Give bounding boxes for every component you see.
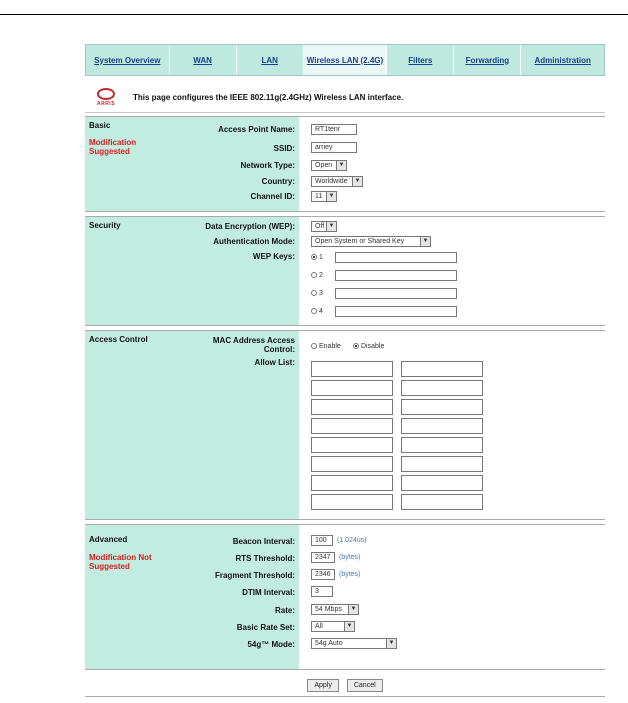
chevron-down-icon: ▼ bbox=[420, 237, 430, 246]
radio-checked-icon bbox=[353, 343, 359, 349]
auth-mode-value: Open System or Shared Key bbox=[315, 238, 405, 245]
radio-checked-icon bbox=[311, 254, 317, 260]
basic-fields bbox=[299, 117, 605, 211]
allow-list-input-10[interactable] bbox=[401, 437, 483, 453]
wep-key-3-radio[interactable] bbox=[311, 290, 323, 297]
rate-select[interactable] bbox=[311, 604, 359, 615]
channel-label: Channel ID: bbox=[250, 192, 295, 201]
wep-key-3-input[interactable] bbox=[335, 288, 457, 299]
router-config-frame bbox=[85, 44, 605, 694]
chevron-down-icon: ▼ bbox=[336, 161, 346, 170]
network-type-label: Network Type: bbox=[240, 161, 295, 170]
allow-list-input-14[interactable] bbox=[401, 475, 483, 491]
allow-list-label: Allow List: bbox=[254, 358, 295, 367]
wep-key-1-input[interactable] bbox=[335, 252, 457, 263]
access-control-title: Access Control bbox=[89, 335, 148, 344]
security-labels bbox=[85, 217, 299, 325]
wep-key-4-input[interactable] bbox=[335, 306, 457, 317]
tab-wireless-lan[interactable]: Wireless LAN (2.4G) bbox=[304, 45, 388, 75]
dtim-interval-input[interactable]: 3 bbox=[311, 586, 333, 597]
mode-label: 54g™ Mode: bbox=[247, 640, 295, 649]
wep-keys-label: WEP Keys: bbox=[252, 252, 295, 261]
tab-filters[interactable]: Filters bbox=[387, 45, 454, 75]
channel-value: 11 bbox=[315, 193, 323, 200]
radio-icon bbox=[311, 272, 317, 278]
basic-title: Basic bbox=[89, 121, 111, 130]
radio-icon bbox=[311, 343, 317, 349]
access-control-fields bbox=[299, 331, 605, 519]
tab-lan[interactable]: LAN bbox=[237, 45, 304, 75]
security-fields bbox=[299, 217, 605, 325]
advanced-fields bbox=[299, 525, 605, 669]
wep-key-2-label: 2 bbox=[319, 272, 323, 279]
fragment-threshold-label: Fragment Threshold: bbox=[214, 571, 295, 580]
apply-button[interactable]: Apply bbox=[307, 679, 339, 692]
wep-key-2-radio[interactable] bbox=[311, 272, 323, 279]
allow-list-input-12[interactable] bbox=[401, 456, 483, 472]
disable-label: Disable bbox=[361, 343, 385, 350]
allow-list-input-1[interactable] bbox=[311, 361, 393, 377]
access-control-labels bbox=[85, 331, 299, 519]
tab-administration[interactable]: Administration bbox=[534, 55, 591, 65]
country-select[interactable] bbox=[311, 176, 363, 187]
fragment-threshold-input[interactable]: 2346 bbox=[311, 569, 335, 580]
radio-icon bbox=[311, 290, 317, 296]
basic-note: Modification Suggested bbox=[89, 138, 137, 156]
chevron-down-icon: ▼ bbox=[326, 222, 336, 231]
allow-list-input-8[interactable] bbox=[401, 418, 483, 434]
chevron-down-icon: ▼ bbox=[348, 605, 358, 614]
radio-icon bbox=[311, 308, 317, 314]
rts-threshold-unit: (bytes) bbox=[339, 554, 361, 561]
allow-list-input-4[interactable] bbox=[401, 380, 483, 396]
advanced-title: Advanced bbox=[89, 535, 128, 544]
allow-list-input-3[interactable] bbox=[311, 380, 393, 396]
country-value: Worldwide bbox=[315, 178, 348, 185]
rts-threshold-label: RTS Threshold: bbox=[235, 554, 295, 563]
chevron-down-icon: ▼ bbox=[326, 192, 336, 201]
dtim-interval-label: DTIM Interval: bbox=[242, 588, 295, 597]
allow-list-input-13[interactable] bbox=[311, 475, 393, 491]
cancel-button[interactable]: Cancel bbox=[347, 679, 383, 692]
brand-logo bbox=[85, 88, 127, 107]
mac-disable-radio[interactable] bbox=[353, 343, 384, 350]
basic-rate-set-label: Basic Rate Set: bbox=[236, 623, 295, 632]
beacon-interval-unit: (1.024us) bbox=[337, 537, 367, 544]
rate-value: 54 Mbps bbox=[315, 606, 342, 613]
mode-value: 54g Auto bbox=[315, 640, 343, 647]
advanced-labels bbox=[85, 525, 299, 669]
auth-mode-label: Authentication Mode: bbox=[213, 237, 295, 246]
enable-label: Enable bbox=[319, 343, 341, 350]
wep-key-4-label: 4 bbox=[319, 308, 323, 315]
wep-key-3-label: 3 bbox=[319, 290, 323, 297]
chevron-down-icon: ▼ bbox=[344, 622, 354, 631]
ssid-label: SSID: bbox=[273, 144, 295, 153]
rts-threshold-input[interactable]: 2347 bbox=[311, 552, 335, 563]
mac-enable-radio[interactable] bbox=[311, 343, 341, 350]
wep-key-2-input[interactable] bbox=[335, 270, 457, 281]
allow-list-input-5[interactable] bbox=[311, 399, 393, 415]
allow-list-input-6[interactable] bbox=[401, 399, 483, 415]
basic-rate-set-value: All bbox=[315, 623, 323, 630]
ssid-input[interactable]: arriey bbox=[311, 142, 357, 153]
ap-name-label: Access Point Name: bbox=[218, 125, 295, 134]
beacon-interval-input[interactable]: 100 bbox=[311, 535, 333, 546]
wep-value: Off bbox=[315, 223, 325, 230]
form-buttons bbox=[85, 674, 605, 697]
security-title: Security bbox=[89, 221, 121, 230]
auth-mode-select[interactable] bbox=[311, 236, 431, 247]
logo-icon bbox=[97, 88, 115, 100]
allow-list-input-9[interactable] bbox=[311, 437, 393, 453]
wep-key-1-radio[interactable] bbox=[311, 254, 323, 261]
page-header bbox=[85, 82, 605, 113]
access-control-section bbox=[85, 330, 605, 520]
mode-select[interactable] bbox=[311, 638, 397, 649]
allow-list-input-7[interactable] bbox=[311, 418, 393, 434]
fragment-threshold-unit: (bytes) bbox=[339, 571, 361, 578]
tab-forwarding[interactable]: Forwarding bbox=[454, 45, 521, 75]
page-description: This page configures the IEEE 802.11g(2.4GHz) Wireless LAN interface. bbox=[133, 92, 404, 102]
security-section bbox=[85, 216, 605, 326]
basic-labels bbox=[85, 117, 299, 211]
allow-list-input-2[interactable] bbox=[401, 361, 483, 377]
tab-bar bbox=[85, 44, 605, 76]
network-type-value: Open bbox=[315, 162, 333, 169]
basic-rate-set-select[interactable] bbox=[311, 621, 355, 632]
chevron-down-icon: ▼ bbox=[352, 177, 362, 186]
advanced-section bbox=[85, 524, 605, 670]
logo-text: ARRIS bbox=[96, 100, 116, 107]
beacon-interval-label: Beacon Interval: bbox=[232, 537, 295, 546]
tab-wan[interactable]: WAN bbox=[170, 45, 237, 75]
tab-system-overview[interactable]: System Overview bbox=[86, 45, 170, 75]
wep-key-1-label: 1 bbox=[319, 254, 323, 261]
wep-select[interactable] bbox=[311, 221, 337, 232]
basic-section bbox=[85, 116, 605, 212]
rate-label: Rate: bbox=[274, 606, 295, 615]
allow-list-input-15[interactable] bbox=[311, 494, 393, 510]
ap-name-input[interactable]: RT1tenr bbox=[311, 124, 357, 135]
country-label: Country: bbox=[261, 177, 295, 186]
allow-list-input-16[interactable] bbox=[401, 494, 483, 510]
chevron-down-icon: ▼ bbox=[386, 639, 396, 648]
advanced-note: Modification Not Suggested bbox=[89, 553, 152, 571]
allow-list-input-11[interactable] bbox=[311, 456, 393, 472]
network-type-select[interactable] bbox=[311, 160, 347, 171]
mac-access-label: MAC Address Access Control: bbox=[212, 336, 295, 354]
wep-label: Data Encryption (WEP): bbox=[205, 222, 295, 231]
channel-select[interactable] bbox=[311, 191, 337, 202]
wep-key-4-radio[interactable] bbox=[311, 308, 323, 315]
top-divider bbox=[0, 14, 628, 15]
